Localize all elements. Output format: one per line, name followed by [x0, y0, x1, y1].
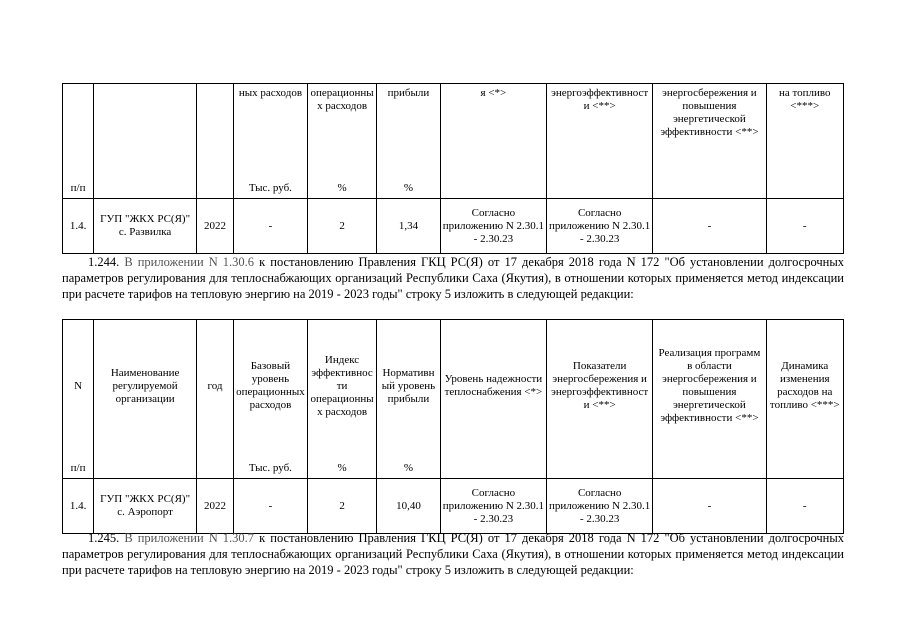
table-row: 1.4. ГУП "ЖКХ РС(Я)" с. Аэропорт 2022 - 2 10,40 Согласно приложению N 2.30.1 - 2.30.23 Согласно приложению N 2.30.1 - 2.30.23 - -: [63, 479, 844, 534]
table-units-row: [63, 452, 844, 479]
col-base: ных расходов: [233, 84, 307, 173]
table-units-row: [63, 172, 844, 199]
col-n: N: [63, 320, 94, 453]
col-profit: Нормативный уровень прибыли: [377, 320, 441, 453]
col-programs: Реализация программ в области энергосбережения и повышения энергетической эффективности <**>: [653, 320, 766, 453]
col-fuel: на топливо <***>: [766, 84, 843, 173]
unit-n: п/п: [63, 452, 94, 479]
unit-index: %: [307, 172, 376, 199]
col-n: [63, 84, 94, 173]
col-reliability: я <*>: [440, 84, 546, 173]
col-index: Индекс эффективности операционных расходов: [307, 320, 376, 453]
col-name: Наименование регулируемой организации: [94, 320, 197, 453]
unit-index: %: [307, 452, 376, 479]
col-energy-eff: энергоэффективности <**>: [547, 84, 653, 173]
col-energy-eff: Показатели энергосбережения и энергоэффективности <**>: [547, 320, 653, 453]
col-year: год: [197, 320, 234, 453]
paragraph-1244: 1.244. В приложении N 1.30.6 к постановлению Правления ГКЦ РС(Я) от 17 декабря 2018 года N 172 "Об установлении долгосрочных параметров регулирования для теплоснабжающих организаций Республики Саха (Якутия), в отношении которых применяется метод индексации при расчете тарифов на тепловую энергию на 2019 - 2023 годы" строку 5 изложить в следующей редакции:: [62, 255, 845, 301]
unit-base: Тыс. руб.: [233, 452, 307, 479]
col-reliability: Уровень надежности теплоснабжения <*>: [440, 320, 546, 453]
table-row: 1.4. ГУП "ЖКХ РС(Я)" с. Развилка 2022 - 2 1,34 Согласно приложению N 2.30.1 - 2.30.23 Согласно приложению N 2.30.1 - 2.30.23 - -: [63, 199, 844, 254]
appendix-link[interactable]: В приложении N 1.30.7: [124, 531, 255, 545]
col-programs: энергосбережения и повышения энергетической эффективности <**>: [653, 84, 766, 173]
col-profit: прибыли: [377, 84, 441, 173]
table-header-row: [63, 320, 844, 453]
appendix-link[interactable]: В приложении N 1.30.6: [124, 255, 255, 269]
unit-base: Тыс. руб.: [233, 172, 307, 199]
unit-profit: %: [377, 452, 441, 479]
params-table-2: [62, 319, 844, 534]
params-table-1: [62, 83, 844, 254]
paragraph-number: 1.244.: [88, 255, 120, 269]
col-base: Базовый уровень операционных расходов: [233, 320, 307, 453]
col-fuel: Динамика изменения расходов на топливо <***>: [766, 320, 843, 453]
paragraph-number: 1.245.: [88, 531, 120, 545]
col-index: операционных расходов: [307, 84, 376, 173]
col-year: [197, 84, 234, 173]
unit-profit: %: [377, 172, 441, 199]
unit-n: п/п: [63, 172, 94, 199]
table-header-row: [63, 84, 844, 173]
col-name: [94, 84, 197, 173]
paragraph-1245: 1.245. В приложении N 1.30.7 к постановлению Правления ГКЦ РС(Я) от 17 декабря 2018 года N 172 "Об установлении долгосрочных параметров регулирования для теплоснабжающих организаций Республики Саха (Якутия), в отношении которых применяется метод индексации при расчете тарифов на тепловую энергию на 2019 - 2023 годы" строку 5 изложить в следующей редакции:: [62, 531, 845, 577]
